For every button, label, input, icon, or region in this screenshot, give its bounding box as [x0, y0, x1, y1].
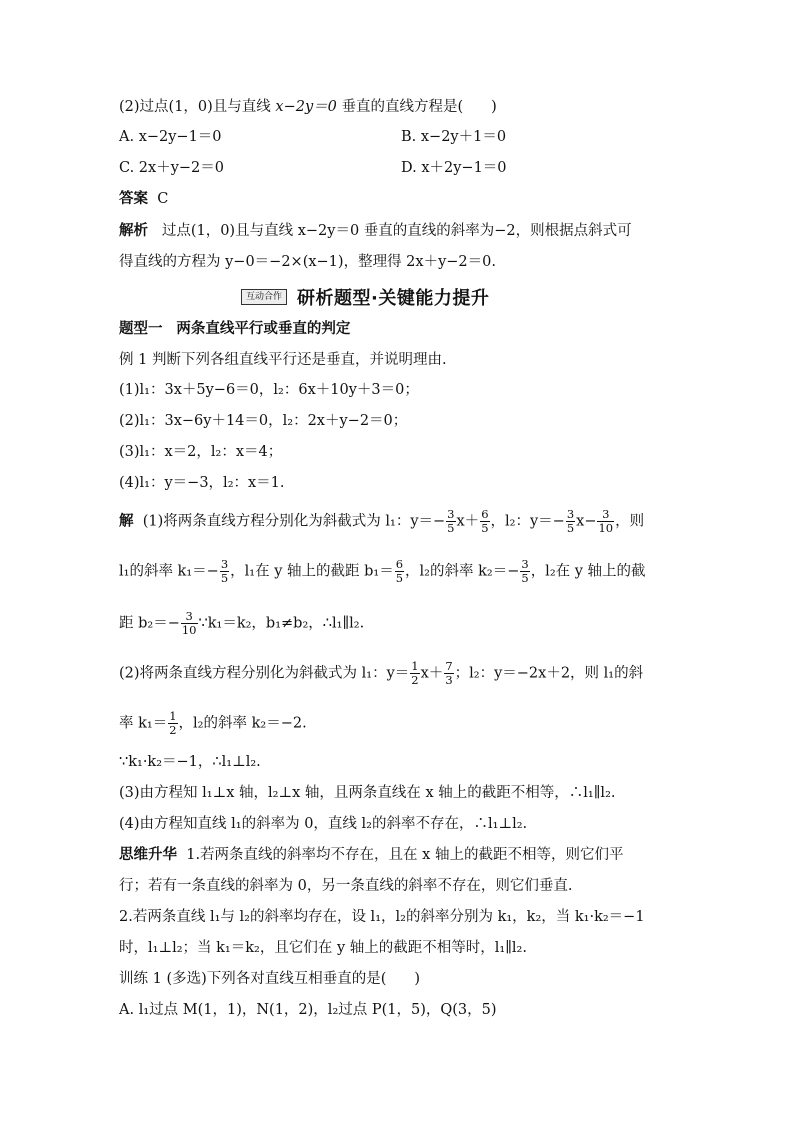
insight-label: 思维升华: [119, 847, 177, 863]
fraction: [168, 710, 177, 737]
frac-num: 3: [181, 610, 198, 624]
solution-line-4: [119, 660, 643, 687]
question-2-stem: [119, 97, 497, 117]
solution-line-2: [119, 558, 646, 585]
frac-den: 5: [521, 571, 529, 585]
solution-line-1: [119, 508, 644, 535]
fraction: [520, 558, 529, 585]
analysis-line-2: 得直线的方程为 y−0＝−2×(x−1)，整理得 2x＋y−2＝0.: [119, 254, 496, 270]
q2-stem-b: 垂直的直线方程是(: [336, 99, 464, 115]
frac-den: 2: [169, 723, 177, 737]
frac-den: 2: [411, 673, 419, 687]
q2-option-a: A. x−2y−1＝0: [119, 129, 222, 145]
answer-line: [119, 189, 168, 209]
frac-num: 3: [597, 508, 614, 522]
frac-num: 7: [445, 659, 453, 673]
frac-den: 10: [598, 521, 614, 535]
solution-line-6: ∵k₁·k₂＝−1，∴l₁⊥l₂.: [119, 754, 261, 770]
q2-option-d: D. x＋2y−1＝0: [401, 160, 507, 176]
answer-label: 答案: [119, 191, 148, 207]
insight-text-1: 1.若两条直线的斜率均不存在，且在 x 轴上的截距不相等，则它们平: [186, 847, 624, 863]
q2-stem-c: ): [491, 99, 497, 115]
insight-line-3: 2.若两条直线 l₁与 l₂的斜率均存在，设 l₁，l₂的斜率分别为 k₁，k₂，当 k₁·k₂＝−1: [119, 909, 645, 925]
example-1-item-4: (4)l₁：y＝−3，l₂：x＝1.: [119, 475, 285, 491]
frac-den: 5: [447, 521, 455, 535]
frac-den: 10: [181, 623, 197, 637]
example-1-item-1: (1)l₁：3x＋5y−6＝0，l₂：6x＋10y＋3＝0；: [119, 382, 419, 398]
solution-line-3: [119, 610, 364, 637]
type-1-title: 两条直线平行或垂直的判定: [176, 321, 351, 337]
insight-line-2: 行；若有一条直线的斜率为 0，另一条直线的斜率不存在，则它们垂直.: [119, 878, 573, 894]
analysis-text-1: 过点(1，0)且与直线 x−2y＝0 垂直的直线的斜率为−2，则根据点斜式可: [161, 223, 632, 239]
analysis-label: 解析: [119, 223, 148, 239]
frac-num: 3: [447, 507, 455, 521]
solution-text: (2)将两条直线方程分别化为斜截式为 l₁：y＝: [119, 665, 410, 682]
q2-option-c: C. 2x＋y−2＝0: [119, 160, 224, 176]
frac-num: 3: [566, 507, 575, 521]
solution-text: (1)将两条直线方程分别化为斜截式为 l₁：y＝−: [142, 513, 446, 530]
solution-text: x＋: [420, 665, 444, 682]
solution-text: ；l₂：y＝−2x＋2，则 l₁的斜: [454, 665, 644, 682]
fraction: [566, 508, 575, 535]
solution-line-5: [119, 710, 307, 737]
section-badge: 互动合作: [241, 289, 287, 305]
insight-line-1: [119, 845, 623, 865]
frac-den: 5: [481, 521, 489, 535]
type-1-heading: [119, 319, 350, 339]
solution-text: x−: [576, 513, 597, 530]
solution-text: ，则: [615, 513, 645, 530]
training-1-option-a: A. l₁过点 M(1，1)，N(1，2)，l₂过点 P(1，5)，Q(3，5): [119, 1002, 497, 1018]
frac-num: 6: [481, 507, 489, 521]
solution-line-8: (4)由方程知直线 l₁的斜率为 0，直线 l₂的斜率不存在，∴l₁⊥l₂.: [119, 816, 528, 832]
fraction: [410, 660, 419, 687]
example-1-item-3: (3)l₁：x＝2，l₂：x＝4；: [119, 444, 283, 460]
example-1-item-2: (2)l₁：3x−6y＋14＝0，l₂：2x＋y−2＝0；: [119, 413, 408, 429]
fraction: [480, 508, 489, 535]
type-1-label: 题型一: [119, 321, 163, 337]
section-title: 研析题型·关键能力提升: [297, 288, 490, 309]
solution-text: ，l₂：y＝−: [490, 513, 565, 530]
answer-value: C: [157, 191, 169, 207]
fraction: [597, 508, 614, 535]
frac-den: 5: [395, 571, 404, 585]
training-1-title-a: 训练 1 (多选)下列各对直线互相垂直的是(: [119, 971, 387, 987]
fraction: [446, 508, 455, 535]
frac-den: 3: [445, 673, 453, 687]
solution-text: 距 b₂＝−: [119, 615, 180, 632]
fraction: [395, 558, 404, 585]
insight-line-4: 时，l₁⊥l₂；当 k₁＝k₂，且它们在 y 轴上的截距不相等时，l₁∥l₂.: [119, 940, 527, 956]
fraction: [220, 558, 229, 585]
solution-text: ，l₂在 y 轴上的截: [530, 563, 646, 580]
solution-text: ∵k₁＝k₂，b₁≠b₂，∴l₁∥l₂.: [198, 615, 365, 632]
solution-label: 解: [119, 513, 134, 530]
frac-num: 3: [220, 557, 229, 571]
frac-den: 5: [566, 521, 575, 535]
frac-num: 1: [411, 659, 419, 673]
frac-num: 6: [395, 557, 404, 571]
solution-text: 率 k₁＝: [119, 715, 168, 732]
fraction: [181, 610, 198, 637]
analysis-line-1: [119, 221, 632, 241]
q2-stem-equation: x−2y＝0: [275, 99, 337, 115]
frac-num: 3: [521, 557, 529, 571]
solution-text: x＋: [456, 513, 480, 530]
q2-stem-a: (2)过点(1，0)且与直线: [119, 99, 276, 115]
training-1-title-b: ): [414, 971, 421, 987]
solution-text: ，l₁在 y 轴上的截距 b₁＝: [230, 563, 394, 580]
solution-line-7: (3)由方程知 l₁⊥x 轴，l₂⊥x 轴，且两条直线在 x 轴上的截距不相等，∴l₁∥l₂.: [119, 785, 616, 801]
q2-option-b: B. x−2y＋1＝0: [401, 129, 507, 145]
section-header: [241, 284, 489, 310]
frac-den: 5: [220, 571, 229, 585]
fraction: [444, 660, 453, 687]
solution-text: ，l₂的斜率 k₂＝−: [405, 563, 520, 580]
solution-text: l₁的斜率 k₁＝−: [119, 563, 219, 580]
example-1-intro: 例 1 判断下列各组直线平行还是垂直，并说明理由.: [119, 352, 447, 368]
solution-text: ，l₂的斜率 k₂＝−2.: [178, 715, 307, 732]
training-1-title: [119, 969, 420, 989]
frac-num: 1: [169, 709, 177, 723]
